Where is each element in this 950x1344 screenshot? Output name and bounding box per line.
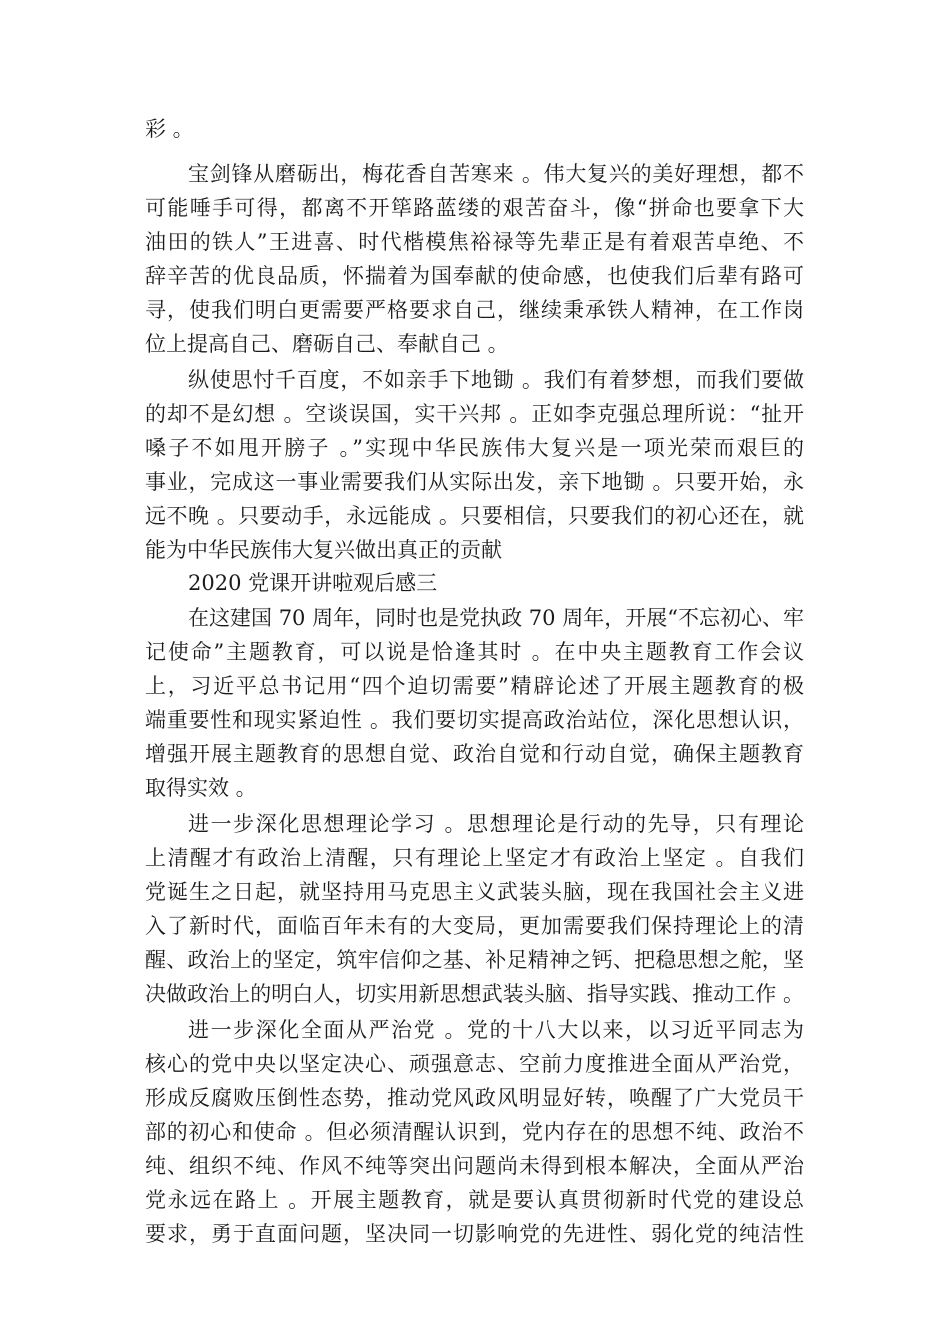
- text-line: 部的初心和使命 。但必须清醒认识到，党内存在的思想不纯、政治不: [145, 1120, 804, 1144]
- paragraph-first-line: 进一步深化全面从严治党 。党的十八大以来，以习近平同志为: [188, 1018, 804, 1042]
- text-line: 寻，使我们明白更需要严格要求自己，继续秉承铁人精神，在工作岗: [145, 298, 804, 322]
- text-line: 决做政治上的明白人，切实用新思想武装头脑、指导实践、推动工作 。: [145, 982, 804, 1006]
- text-line: 上清醒才有政治上清醒，只有理论上坚定才有政治上坚定 。自我们: [145, 846, 804, 870]
- text-line: 醒、政治上的坚定，筑牢信仰之基、补足精神之钙、把稳思想之舵，坚: [145, 948, 804, 972]
- text-line: 嗓子不如甩开膀子 。”实现中华民族伟大复兴是一项光荣而艰巨的: [145, 436, 804, 460]
- text-line: 能为中华民族伟大复兴做出真正的贡献: [145, 538, 502, 562]
- text-line: 党永远在路上 。开展主题教育，就是要认真贯彻新时代党的建设总: [145, 1188, 804, 1212]
- paragraph-first-line: 纵使思忖千百度，不如亲手下地锄 。我们有着梦想，而我们要做: [188, 368, 804, 392]
- paragraph-first-line: 在这建国 70 周年，同时也是党执政 70 周年，开展“不忘初心、牢: [188, 606, 804, 630]
- text-line: 形成反腐败压倒性态势，推动党风政风明显好转，唤醒了广大党员干: [145, 1086, 804, 1110]
- text-line: 入了新时代，面临百年未有的大变局，更加需要我们保持理论上的清: [145, 914, 804, 938]
- text-line: 取得实效 。: [145, 776, 257, 800]
- text-line: 位上提高自己、磨砺自己、奉献自己 。: [145, 332, 509, 356]
- text-line: 端重要性和现实紧迫性 。我们要切实提高政治站位，深化思想认识，: [145, 708, 804, 732]
- paragraph-first-line: 进一步深化思想理论学习 。思想理论是行动的先导，只有理论: [188, 812, 804, 836]
- text-line: 油田的铁人”王进喜、时代楷模焦裕禄等先辈正是有着艰苦卓绝、不: [145, 230, 804, 254]
- paragraph-first-line: 宝剑锋从磨砺出，梅花香自苦寒来 。伟大复兴的美好理想，都不: [188, 162, 804, 186]
- text-line: 纯、组织不纯、作风不纯等突出问题尚未得到根本解决，全面从严治: [145, 1154, 804, 1178]
- text-line: 事业，完成这一事业需要我们从实际出发，亲下地锄 。只要开始，永: [145, 470, 804, 494]
- text-line: 上，习近平总书记用“四个迫切需要”精辟论述了开展主题教育的极: [145, 674, 804, 698]
- text-line: 核心的党中央以坚定决心、顽强意志、空前力度推进全面从严治党，: [145, 1052, 804, 1076]
- text-line: 增强开展主题教育的思想自觉、政治自觉和行动自觉，确保主题教育: [145, 742, 804, 766]
- text-line: 记使命”主题教育，可以说是恰逢其时 。在中央主题教育工作会议: [145, 640, 804, 664]
- section-heading: 2020 党课开讲啦观后感三: [188, 571, 438, 595]
- text-line: 远不晚 。只要动手，永远能成 。只要相信，只要我们的初心还在，就: [145, 504, 804, 528]
- text-line: 要求，勇于直面问题，坚决同一切影响党的先进性、弱化党的纯洁性: [145, 1222, 804, 1246]
- text-line: 辞辛苦的优良品质，怀揣着为国奉献的使命感，也使我们后辈有路可: [145, 264, 804, 288]
- text-line: 党诞生之日起，就坚持用马克思主义武装头脑，现在我国社会主义进: [145, 880, 804, 904]
- text-line: 彩 。: [145, 117, 194, 141]
- text-line: 的却不是幻想 。空谈误国，实干兴邦 。正如李克强总理所说：“扯开: [145, 402, 804, 426]
- text-line: 可能唾手可得，都离不开筚路蓝缕的艰苦奋斗，像“拼命也要拿下大: [145, 196, 804, 220]
